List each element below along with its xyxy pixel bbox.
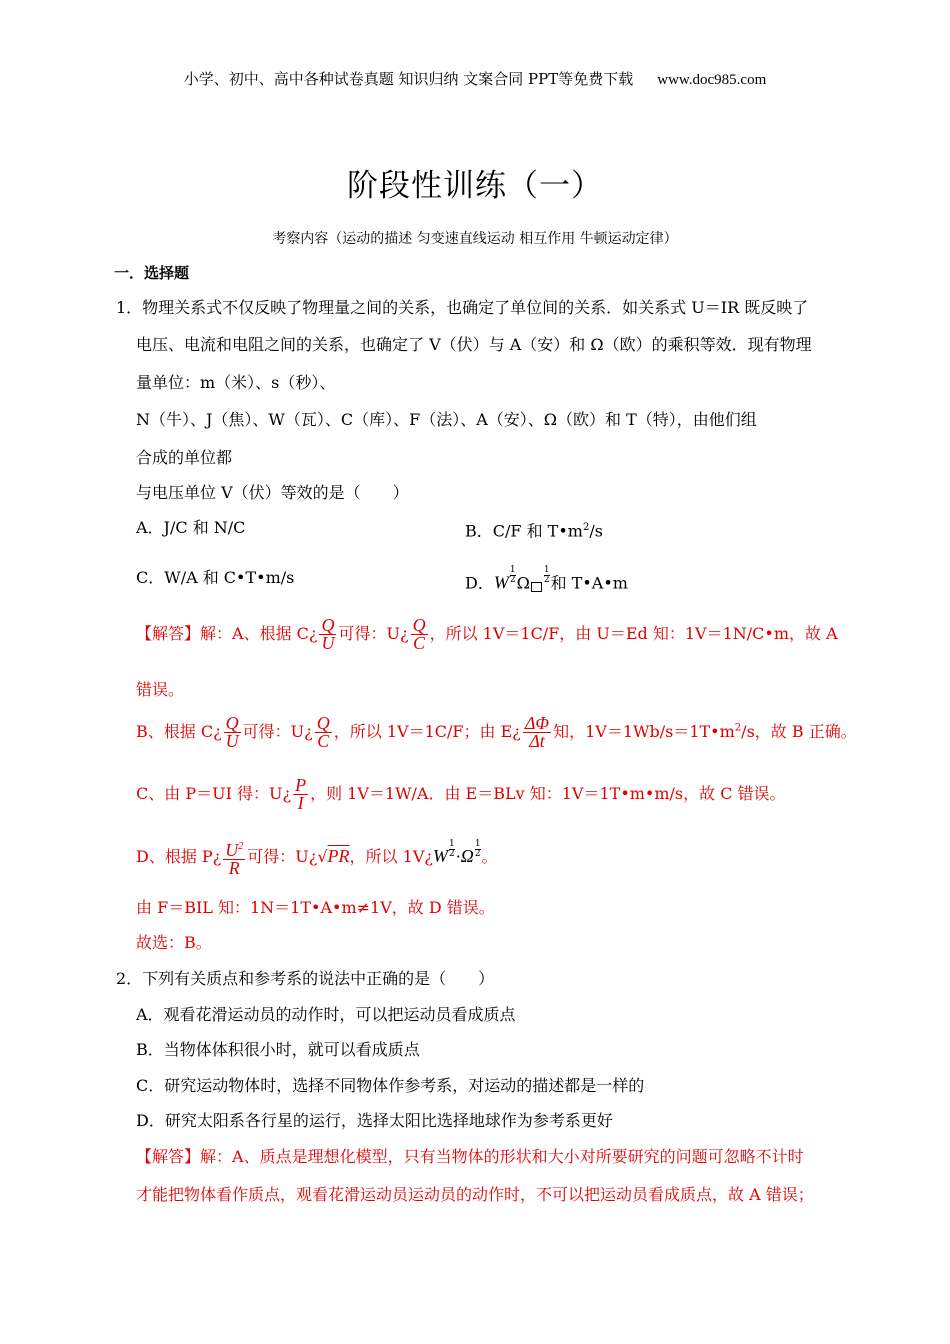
- page-header: [0, 68, 950, 89]
- ans1-a-text3: ，所以 1V＝1C/F，由 U＝Ed 知：1V＝1N/C•m，故 A: [429, 624, 838, 643]
- fraction-q-over-u: $\frac{Q}{U}$: [225, 713, 239, 751]
- ans2-line1-text: 解：A、质点是理想化模型，只有当物体的形状和大小对所要研究的问题可忽略不计时: [200, 1147, 804, 1166]
- q1-option-b-sup: 2: [582, 522, 590, 533]
- q1-option-d-half2: $\frac{1}{2}$: [543, 565, 550, 585]
- ans1-d-half2: $\frac{1}{2}$: [474, 838, 481, 859]
- ans1-a-text1: 解：A、根据 C¿: [200, 624, 318, 643]
- fraction-q-over-u: $\frac{Q}{U}$: [321, 615, 335, 653]
- q2-stem: 2．下列有关质点和参考系的说法中正确的是（ ）: [116, 969, 495, 988]
- q1-line5: 合成的单位都: [136, 448, 233, 467]
- ans1-b-text2: 可得：U¿: [242, 722, 313, 741]
- ans1-d-text1: D、根据 P¿: [136, 847, 222, 866]
- fraction-dphi-over-dt: $\frac{\Delta\Phi}{\Delta t}$: [524, 713, 550, 751]
- header-text: 小学、初中、高中各种试卷真题 知识归纳 文案合同 PPT等免费下载: [183, 70, 634, 88]
- ans1-b-text1: B、根据 C¿: [136, 722, 222, 741]
- fraction-q-over-c: $\frac{Q}{C}$: [412, 615, 426, 653]
- ans1-d-end: 。: [481, 847, 498, 866]
- section-heading: 一．选择题: [114, 264, 190, 282]
- ans1-choice: 故选：B。: [136, 933, 212, 952]
- ans1-b-sup: 2: [734, 722, 742, 734]
- q1-option-b: [465, 518, 603, 541]
- q2-option-a: A．观看花滑运动员的动作时，可以把运动员看成质点: [136, 1005, 516, 1024]
- q1-option-d-w: W: [493, 572, 509, 593]
- ans1-d-text3: ，所以 1V: [349, 847, 425, 866]
- ans1-line-a: [136, 617, 838, 652]
- fraction-u2-over-r: $\frac{U^2}{R}$: [225, 840, 244, 878]
- q1-option-d-pre: D．: [465, 573, 494, 593]
- answer-tag: 【解答】: [136, 1147, 201, 1166]
- ans1-d-dot: ·: [455, 847, 461, 866]
- q1-option-a: A．J/C 和 N/C: [136, 518, 246, 537]
- ans1-line-a2: 错误。: [136, 680, 185, 699]
- ans1-c-text1: C、由 P＝UI 得：U¿: [136, 784, 292, 803]
- ans1-b-text3: ，所以 1V＝1C/F；由 E¿: [333, 722, 521, 741]
- q2-option-d: D．研究太阳系各行星的运行，选择太阳比选择地球作为参考系更好: [136, 1111, 613, 1130]
- ans1-a-text2: 可得：U¿: [338, 624, 409, 643]
- header-site[interactable]: www.doc985.com: [657, 72, 767, 88]
- answer-tag: 【解答】: [136, 624, 201, 643]
- missing-glyph-box: [531, 582, 542, 592]
- q1-line2: 电压、电流和电阻之间的关系，也确定了 V（伏）与 A（安）和 Ω（欧）的乘积等效．现有物理: [136, 335, 812, 354]
- q1-line4: N（牛）、J（焦）、W（瓦）、C（库）、F（法）、A（安）、Ω（欧）和 T（特），由他们组: [136, 410, 757, 429]
- q1-option-c: C．W/A 和 C•T•m/s: [136, 568, 295, 587]
- fraction-q-over-c: $\frac{Q}{C}$: [316, 713, 330, 751]
- page-title: 阶段性训练（一）: [347, 168, 603, 204]
- q1-line6: 与电压单位 V（伏）等效的是（ ）: [136, 483, 409, 502]
- ans1-d-w: W: [432, 846, 448, 866]
- q1-option-d-omega: Ω: [516, 573, 530, 593]
- q1-option-b-pre: B．C/F 和 T•m: [465, 521, 583, 541]
- ans1-line-e: 由 F＝BIL 知：1N＝1T•A•m≠1V，故 D 错误。: [136, 898, 495, 917]
- ans1-d-omega: Ω: [460, 846, 474, 866]
- q1-option-d-post: 和 T•A•m: [550, 573, 628, 593]
- q2-option-b: B．当物体体积很小时，就可以看成质点: [136, 1040, 420, 1059]
- ans1-d-text2: 可得：U¿: [247, 847, 318, 866]
- ans1-line-c: [136, 777, 786, 812]
- page-subtitle: 考察内容（运动的描述 匀变速直线运动 相互作用 牛顿运动定律）: [272, 231, 678, 247]
- fraction-p-over-i: $\frac{P}{I}$: [295, 775, 307, 813]
- ans1-b-text4: 知，1V＝1Wb/s＝1T•m: [553, 722, 735, 741]
- ans1-d-half1: $\frac{1}{2}$: [448, 838, 455, 859]
- q1-option-d-half1: $\frac{1}{2}$: [509, 565, 516, 585]
- ans2-line2: 才能把物体看作质点，观看花滑运动员运动员的动作时，不可以把运动员看成质点，故 A 错误；: [136, 1185, 814, 1204]
- q1-line3: 量单位：m（米）、s（秒）、: [136, 373, 336, 392]
- q1-option-b-post: /s: [589, 521, 603, 541]
- ans1-line-d: [136, 838, 498, 877]
- ans1-b-text5: /s，故 B 正确。: [741, 722, 857, 741]
- sqrt-pr: PR: [327, 846, 350, 866]
- q1-option-d: [465, 566, 628, 593]
- q1-line1: 1．物理关系式不仅反映了物理量之间的关系，也确定了单位间的关系．如关系式 U＝IR 既反映了: [116, 298, 809, 317]
- ans1-line-b: [136, 715, 857, 750]
- ans1-c-text2: ，则 1V＝1W/A．由 E＝BLv 知：1V＝1T•m•m/s，故 C 错误。: [310, 784, 786, 803]
- ans2-line1: [136, 1147, 804, 1167]
- sqrt-symbol: √: [317, 847, 328, 866]
- q2-option-c: C．研究运动物体时，选择不同物体作参考系，对运动的描述都是一样的: [136, 1076, 645, 1095]
- ans1-d-q: ¿: [424, 847, 433, 866]
